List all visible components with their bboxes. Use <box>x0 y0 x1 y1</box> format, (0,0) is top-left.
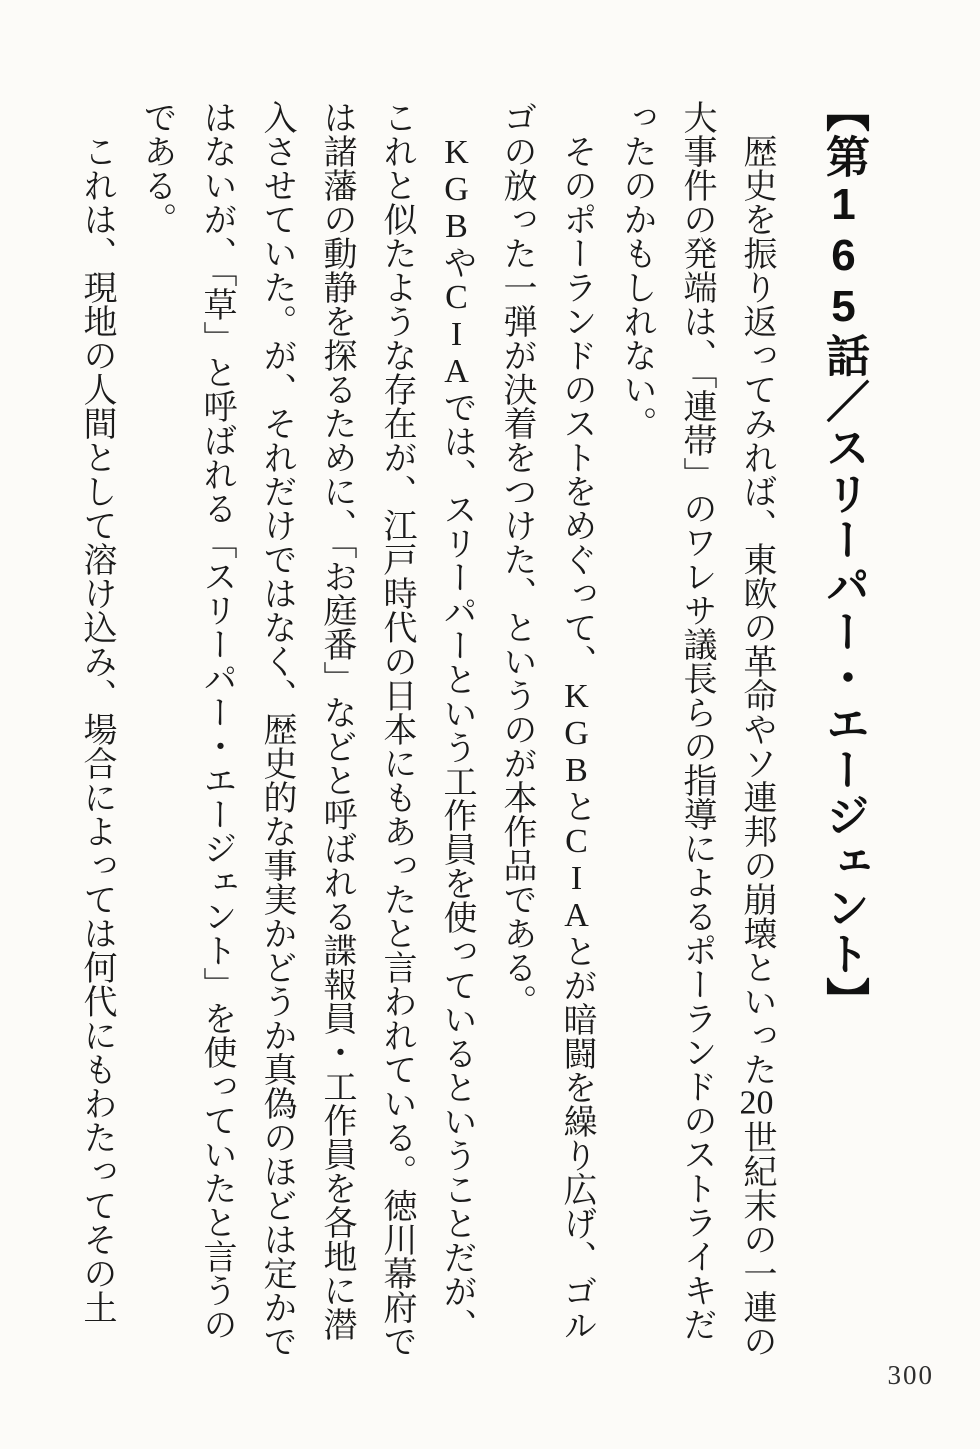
chapter-title: 【第165話／スリーパー・エージェント】 <box>819 88 868 1023</box>
paragraph-3: KGBやCIAでは、スリーパーという工作員を使っているということだが、これと似たような存在が、江戸時代の日本にもあったと言われている。徳川幕府では諸藩の動静を探るために、「お庭番」などと呼ばれる諜報員・工作員を各地に潜入させていた。が、それだけではなく、歴史的な事実かどうか真偽のほどは定かではないが、「草」と呼ばれる「スリーパー・エージェント」を使っていたと言うのである。 <box>138 100 475 1358</box>
page-content <box>66 88 886 1360</box>
paragraph-2: そのポーランドのストをめぐって、KGBとCIAとが暗闘を繰り広げ、ゴルゴの放った一弾が決着をつけた、というのが本作品である。 <box>498 100 595 1342</box>
paragraph-4: これは、現地の人間として溶け込み、場合によっては何代にもわたってその土 <box>78 134 115 1324</box>
page-number: 300 <box>887 1360 934 1390</box>
body-text <box>66 100 786 1360</box>
paragraph-1: 歴史を振り返ってみれば、東欧の革命やソ連邦の崩壊といった20世紀末の一連の大事件の発端は、「連帯」のワレサ議長らの指導によるポーランドのストライキだったのかもしれない。 <box>618 100 775 1358</box>
